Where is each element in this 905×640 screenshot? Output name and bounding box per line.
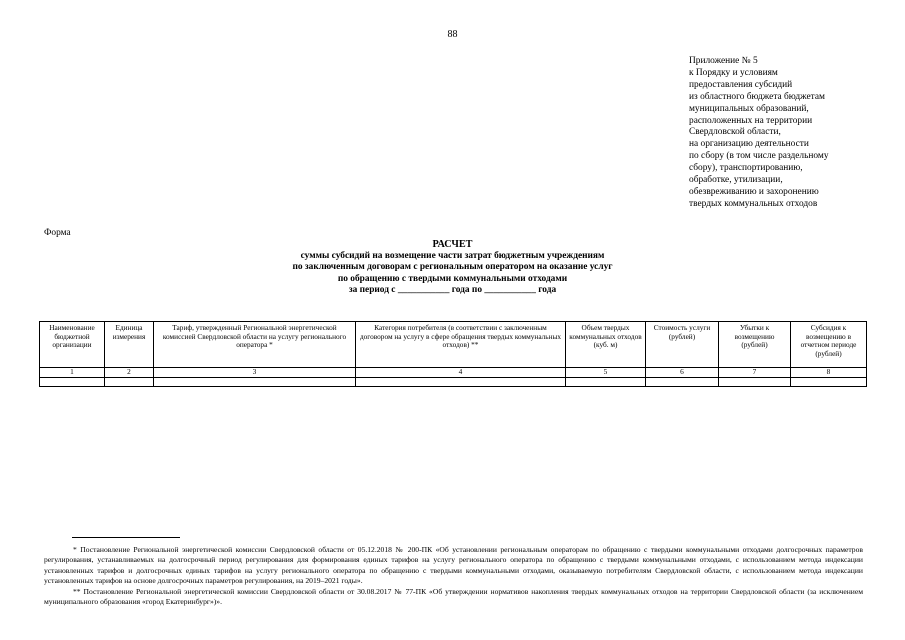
document-title: РАСЧЕТ xyxy=(432,239,473,250)
appendix-line: расположенных на территории xyxy=(689,115,813,126)
column-header-tariff: Тариф, утвержденный Региональной энергетической комиссией Свердловской области на услугу регионального оператора * xyxy=(154,322,356,368)
footnote-2: ** Постановление Региональной энергетической комиссии Свердловской области от 30.08.2017 № 77-ПК «Об утверждении нормативов накопления твердых коммунальных отходов на территории Свердловской области (за исключением муниципального образования «город Екатеринбург»)». xyxy=(44,586,863,607)
form-label: Форма xyxy=(44,228,71,238)
subtitle-line: по обращению с твердыми коммунальными отходами xyxy=(337,273,568,284)
empty-cell xyxy=(646,377,719,386)
appendix-note xyxy=(689,56,899,211)
footnote-1: * Постановление Региональной энергетической комиссии Свердловской области от 05.12.2018 № 200-ПК «Об установлении региональным операторам по обращению с твердыми коммунальными отходами долгосрочных параметров регулирования, устанавливаемых на долгосрочный период регулирования для формирования единых тарифов на услугу регионального оператора по обращению с твердыми коммунальными отходами, с использованием метода индексации установленных тарифов и долгосрочных единых тарифов на услугу регионального оператора по обращению с твердыми коммунальными отходами, оказываемую потребителям Свердловской области, с использованием метода индексации установленных тарифов на основе долгосрочных параметров регулирования, на 2019–2021 годы». xyxy=(44,545,863,586)
empty-cell xyxy=(791,377,867,386)
appendix-line: муниципальных образований, xyxy=(689,103,809,114)
column-header-waste-volume: Объем твердых коммунальных отходов (куб. м) xyxy=(566,322,646,368)
appendix-line: сбору), транспортированию, xyxy=(689,163,803,174)
column-number: 3 xyxy=(154,368,356,378)
header-row xyxy=(40,322,867,368)
empty-cell xyxy=(356,377,566,386)
appendix-line: Свердловской области, xyxy=(689,127,781,138)
appendix-line: твердых коммунальных отходов xyxy=(689,198,818,209)
column-number: 2 xyxy=(105,368,154,378)
empty-cell xyxy=(105,377,154,386)
empty-cell xyxy=(719,377,791,386)
appendix-line: к Порядку и условиям xyxy=(689,67,778,78)
column-number-row xyxy=(40,368,867,378)
column-number: 6 xyxy=(646,368,719,378)
column-number: 8 xyxy=(791,368,867,378)
column-header-losses: Убытки к возмещению (рублей) xyxy=(719,322,791,368)
document-title-block xyxy=(0,239,905,297)
empty-cell xyxy=(566,377,646,386)
appendix-line: на организацию деятельности xyxy=(689,139,809,150)
appendix-line: Приложение № 5 xyxy=(689,56,758,66)
column-number: 7 xyxy=(719,368,791,378)
column-number: 5 xyxy=(566,368,646,378)
appendix-line: по сбору (в том числе раздельному xyxy=(689,151,829,162)
subtitle-line: по заключенным договорам с региональным оператором на оказание услуг xyxy=(292,262,613,272)
column-header-subsidy: Субсидия к возмещению в отчетном периоде (рублей) xyxy=(791,322,867,368)
footnotes xyxy=(44,545,863,607)
page-number: 88 xyxy=(447,29,458,40)
column-header-service-cost: Стоимость услуги (рублей) xyxy=(646,322,719,368)
empty-cell xyxy=(40,377,105,386)
column-header-unit: Единица измерения xyxy=(105,322,154,368)
calculation-table xyxy=(39,321,867,387)
appendix-line: обработке, утилизации, xyxy=(689,175,783,186)
appendix-line: из областного бюджета бюджетам xyxy=(689,91,825,102)
appendix-line: предоставления субсидий xyxy=(689,79,793,90)
footnote-separator xyxy=(72,537,180,538)
column-number: 1 xyxy=(40,368,105,378)
column-header-organization: Наименование бюджетной организации xyxy=(40,322,105,368)
column-header-consumer-category: Категория потребителя (в соответствии с заключенным договором на услугу в сфере обращения твердых коммунальных отходов) ** xyxy=(356,322,566,368)
period-line: за период с ___________ года по ___________ года xyxy=(348,285,557,295)
subtitle-line: суммы субсидий на возмещение части затрат бюджетным учреждениям xyxy=(300,250,605,261)
appendix-line: обезвреживанию и захоронению xyxy=(689,186,819,197)
empty-cell xyxy=(154,377,356,386)
empty-data-row xyxy=(40,377,867,386)
column-number: 4 xyxy=(356,368,566,378)
